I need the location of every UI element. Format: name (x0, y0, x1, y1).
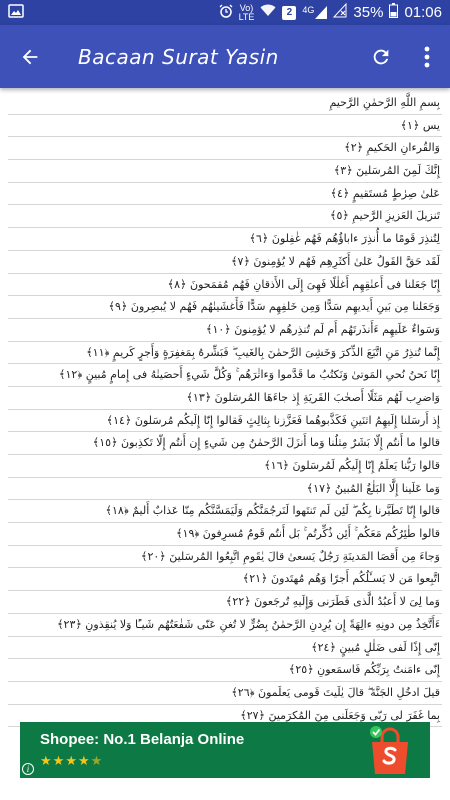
ad-rating-stars (40, 754, 103, 769)
verse-row: وَما لِىَ لا أَعبُدُ الَّذى فَطَرَنى وَإِلَيهِ تُرجَعونَ ﴿٢٢﴾ (8, 591, 442, 614)
refresh-icon (370, 46, 392, 68)
more-vert-icon (424, 46, 430, 68)
no-signal-icon (334, 4, 347, 21)
signal-4g (302, 6, 328, 19)
verse-row: وَاضرِب لَهُم مَثَلًا أَصحٰبَ القَريَةِ إِذ جاءَهَا المُرسَلونَ ﴿١٣﴾ (8, 387, 442, 410)
volte-line2: LTE (238, 11, 255, 22)
verse-row: إِنَّما تُنذِرُ مَنِ اتَّبَعَ الذِّكرَ وَخَشِىَ الرَّحمٰنَ بِالغَيبِ ۖ فَبَشِّرهُ بِمَغفِرَةٍ وَأَجرٍ كَريمٍ ﴿١١﴾ (8, 342, 442, 365)
volte-line1: Vo) (239, 2, 254, 13)
verse-row: قالوا ما أَنتُم إِلّا بَشَرٌ مِثلُنا وَما أَنزَلَ الرَّحمٰنُ مِن شَيءٍ إِن أَنتُم إِلّا تَكذِبونَ ﴿١٥﴾ (8, 432, 442, 455)
verse-row: إِنَّكَ لَمِنَ المُرسَلينَ ﴿٣﴾ (8, 160, 442, 183)
star-icon: ★ (65, 754, 78, 769)
verse-row: قالوا طٰئِرُكُم مَعَكُم ۚ أَئِن ذُكِّرتُم ۚ بَل أَنتُم قَومٌ مُسرِفونَ ﴿١٩﴾ (8, 523, 442, 546)
back-button[interactable] (0, 25, 60, 88)
battery-percent: 35% (353, 4, 384, 21)
page-title: Bacaan Surat Yasin (78, 44, 279, 69)
verse-row: قيلَ ادخُلِ الجَنَّةَ ۖ قالَ يٰلَيتَ قَومى يَعلَمونَ ﴿٢٦﴾ (8, 682, 442, 705)
alarm-icon (219, 4, 233, 22)
verse-row: وَجَعَلنا مِن بَينِ أَيديهِم سَدًّا وَمِن خَلفِهِم سَدًّا فَأَغشَينٰهُم فَهُم لا يُبصِرونَ ﴿٩﴾ (8, 296, 442, 319)
ad-info-icon[interactable]: i (22, 763, 34, 775)
verse-row: بِما غَفَرَ لى رَبّى وَجَعَلَنى مِنَ المُكرَمينَ ﴿٢٧﴾ (8, 705, 442, 728)
sim-badge: 2 (282, 6, 296, 20)
verse-row: وَجاءَ مِن أَقصَا المَدينَةِ رَجُلٌ يَسعىٰ قالَ يٰقَومِ اتَّبِعُوا المُرسَلينَ ﴿٢٠﴾ (8, 546, 442, 569)
verse-row: قالوا رَبُّنا يَعلَمُ إِنّا إِلَيكُم لَمُرسَلونَ ﴿١٦﴾ (8, 455, 442, 478)
shopee-bag-icon[interactable] (368, 724, 412, 776)
wifi-icon (260, 4, 276, 21)
verse-row: عَلىٰ صِرٰطٍ مُستَقيمٍ ﴿٤﴾ (8, 183, 442, 206)
star-icon: ★ (77, 754, 91, 769)
verse-row: وَما عَلَينا إِلَّا البَلٰغُ المُبينُ ﴿١٧﴾ (8, 478, 442, 501)
verse-row: إِنّى ءامَنتُ بِرَبِّكُم فَاسمَعونِ ﴿٢٥﴾ (8, 659, 442, 682)
verse-row: وَسَواءٌ عَلَيهِم ءَأَنذَرتَهُم أَم لَم تُنذِرهُم لا يُؤمِنونَ ﴿١٠﴾ (8, 319, 442, 342)
signal-icon (315, 6, 328, 19)
gallery-notification-icon (8, 4, 24, 22)
status-left (8, 4, 24, 22)
verse-row: وَالقُرءانِ الحَكيمِ ﴿٢﴾ (8, 137, 442, 160)
status-right (219, 3, 442, 22)
verse-row: إِنّا جَعَلنا فى أَعنٰقِهِم أَغلٰلًا فَهِىَ إِلَى الأَذقانِ فَهُم مُقمَحونَ ﴿٨﴾ (8, 274, 442, 297)
basmala: بِسمِ اللَّهِ الرَّحمٰنِ الرَّحيمِ (8, 92, 442, 115)
battery-icon (389, 3, 398, 22)
verse-list[interactable] (0, 92, 450, 722)
verse-row: لِتُنذِرَ قَومًا ما أُنذِرَ ءاباؤُهُم فَهُم غٰفِلونَ ﴿٦﴾ (8, 228, 442, 251)
ad-banner[interactable] (20, 722, 430, 778)
arrow-back-icon (19, 46, 41, 68)
verse-row: اتَّبِعوا مَن لا يَسـَٔلُكُم أَجرًا وَهُم مُهتَدونَ ﴿٢١﴾ (8, 568, 442, 591)
volte-indicator (239, 4, 255, 22)
more-options-button[interactable] (404, 25, 450, 88)
refresh-button[interactable] (358, 25, 404, 88)
verse-row: ءَأَتَّخِذُ مِن دونِهِ ءالِهَةً إِن يُرِدنِ الرَّحمٰنُ بِضُرٍّ لا تُغنِ عَنّى شَفٰعَتُهُم شَيـًٔا وَلا يُنقِذونِ ﴿٢٣﴾ (8, 614, 442, 637)
verse-row: إِنّى إِذًا لَفى ضَلٰلٍ مُبينٍ ﴿٢٤﴾ (8, 637, 442, 660)
verse-row: تَنزيلَ العَزيزِ الرَّحيمِ ﴿٥﴾ (8, 205, 442, 228)
verse-row: يس ﴿١﴾ (8, 115, 442, 138)
half-star-icon: ★ (90, 754, 104, 769)
star-icon: ★ (40, 754, 53, 769)
verse-row: قالوا إِنّا تَطَيَّرنا بِكُم ۖ لَئِن لَم تَنتَهوا لَنَرجُمَنَّكُم وَلَيَمَسَّنَّكُم مِنّا عَذابٌ أَليمٌ ﴿١٨﴾ (8, 500, 442, 523)
star-icon: ★ (52, 754, 66, 769)
ad-title: Shopee: No.1 Belanja Online (40, 731, 245, 748)
clock: 01:06 (404, 4, 442, 21)
verse-row: لَقَد حَقَّ القَولُ عَلىٰ أَكثَرِهِم فَهُم لا يُؤمِنونَ ﴿٧﴾ (8, 251, 442, 274)
net-type: 4G (302, 5, 315, 15)
verse-row: إِنّا نَحنُ نُحىِ المَوتىٰ وَنَكتُبُ ما قَدَّموا وَءاثٰرَهُم ۚ وَكُلَّ شَيءٍ أَحصَينٰهُ فى إِمامٍ مُبينٍ ﴿١٢﴾ (8, 364, 442, 387)
status-bar (0, 0, 450, 25)
verse-row: إِذ أَرسَلنا إِلَيهِمُ اثنَينِ فَكَذَّبوهُما فَعَزَّزنا بِثالِثٍ فَقالوا إِنّا إِلَيكُم مُرسَلونَ ﴿١٤﴾ (8, 410, 442, 433)
app-bar (0, 25, 450, 88)
